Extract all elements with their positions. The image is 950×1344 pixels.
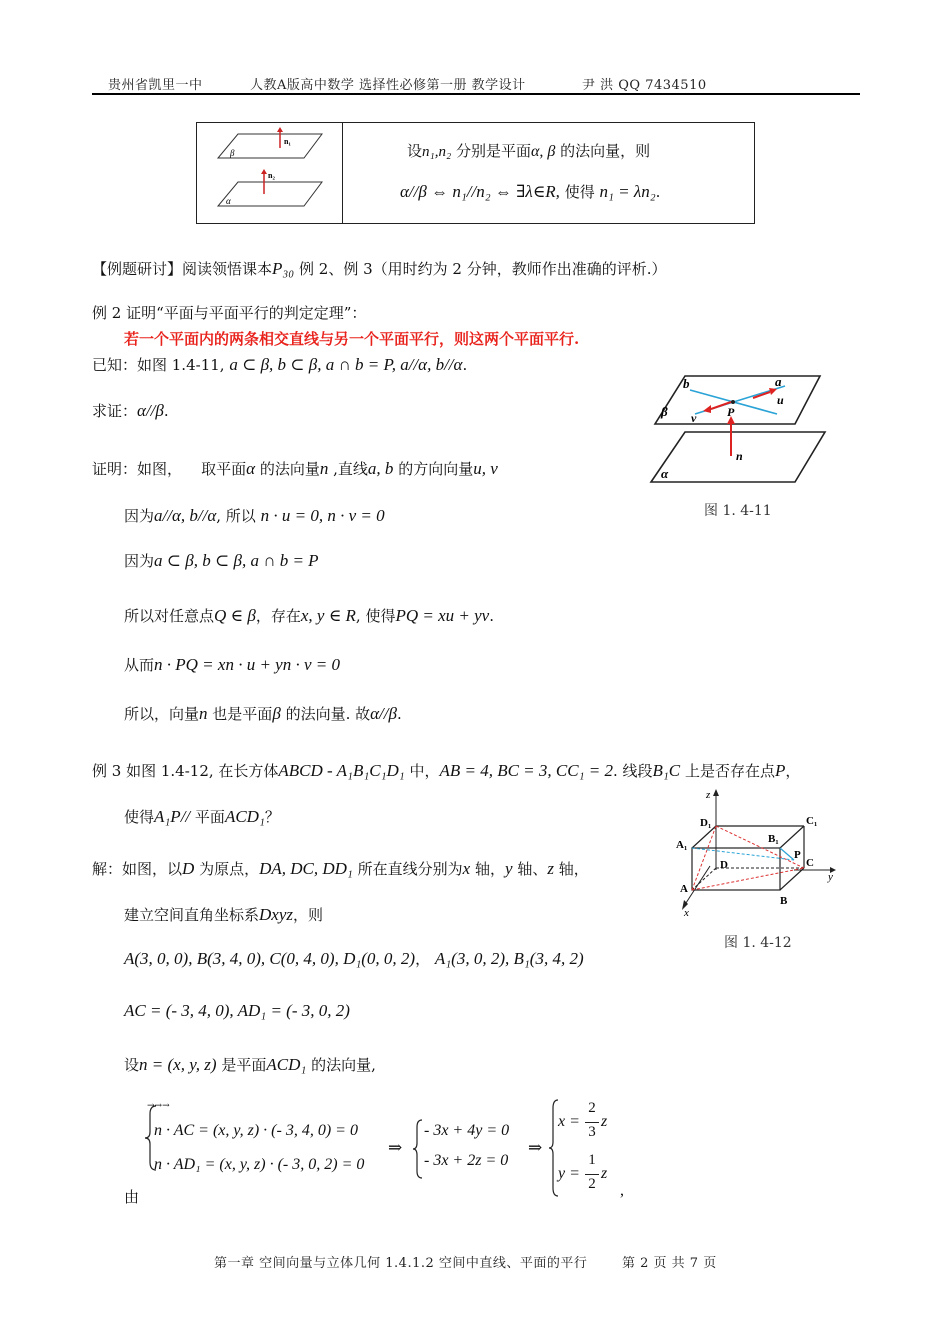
study-line: 【例题研讨】阅读领悟课本P₃₀ 例 2、例 3（用时约为 2 分钟，教师作出准确的评析.） xyxy=(92,259,667,278)
solution-y: y = xyxy=(558,1165,580,1182)
header-book: 人教A版高中数学 选择性必修第一册 教学设计 xyxy=(250,78,526,93)
solution-y-bar xyxy=(585,1174,599,1175)
example2-theorem: 若一个平面内的两条相交直线与另一个平面平行，则这两个平面平行. xyxy=(124,330,580,348)
fig12-A: A xyxy=(680,883,688,895)
system1-bottom: n · AD₁ = (x, y, z) · (- 3, 0, 2) = 0 xyxy=(154,1156,365,1173)
example3-points: A(3, 0, 0), B(3, 4, 0), C(0, 4, 0), D₁(0, 0, 2)， A₁(3, 0, 2), B₁(3, 4, 2) xyxy=(124,949,584,968)
system-you: 由 xyxy=(124,1188,140,1206)
footer-page: 第 2 页 共 7 页 xyxy=(622,1256,717,1271)
header-rule xyxy=(92,93,860,95)
fig-beta-label: β xyxy=(230,148,235,158)
solution-x-den: 3 xyxy=(588,1124,596,1140)
example3-coord: 建立空间直角坐标系Dxyz，则 xyxy=(124,905,324,924)
parallel-planes-figure xyxy=(204,126,336,218)
proof-step3: 所以对任意点Q ∈ β，存在x, y ∈ R, 使得PQ = xu + yv. xyxy=(124,606,494,625)
fig12-x: x xyxy=(684,907,689,916)
fig12-y: y xyxy=(828,871,833,883)
table-row1: 设n₁,n₂ 分别是平面α, β 的法向量，则 xyxy=(407,142,651,160)
fig12-B: B xyxy=(780,895,788,907)
footer-text: 第一章 空间向量与立体几何 1.4.1.2 空间中直线、平面的平行 xyxy=(214,1256,588,1271)
proof-step1: 因为a//α, b//α, 所以 n · u = 0, n · v = 0 xyxy=(124,506,385,525)
figure-1-4-12 xyxy=(670,786,842,916)
fig12-caption: 图 1. 4-12 xyxy=(724,935,792,951)
fig-n1-label: n₁ xyxy=(284,137,291,146)
solution-end: , xyxy=(620,1182,624,1199)
fig12-D1: D₁ xyxy=(700,817,712,829)
system2-bottom: - 3x + 2z = 0 xyxy=(424,1152,509,1169)
proof-step4: 从而n · PQ = xn · u + yn · v = 0 xyxy=(124,655,340,674)
proof-step2: 因为a ⊂ β, b ⊂ β, a ∩ b = P xyxy=(124,551,319,570)
fig11-v: v xyxy=(691,411,697,425)
figure-1-4-11 xyxy=(645,372,830,490)
example3-vectors: AC = (- 3, 4, 0), AD₁ = (- 3, 0, 2) xyxy=(124,1001,350,1020)
implies-2: ⇒ xyxy=(528,1138,543,1157)
solution-y-num: 1 xyxy=(588,1152,596,1168)
fig12-A1: A₁ xyxy=(676,839,688,851)
fig11-b: b xyxy=(683,376,690,391)
header-author: 尹 洪 QQ 7434510 xyxy=(582,78,707,93)
solution-x-num: 2 xyxy=(588,1100,596,1116)
example3-question: 使得A₁P// 平面ACD₁？ xyxy=(124,807,280,826)
fig12-P: P xyxy=(794,849,801,861)
fig12-C1: C₁ xyxy=(806,815,818,827)
fig12-B1: B₁ xyxy=(768,833,779,845)
system1-top: n · AC = (x, y, z) · (- 3, 4, 0) = 0 xyxy=(154,1122,358,1139)
fig11-a: a xyxy=(775,374,782,389)
fig12-z: z xyxy=(706,789,711,801)
proof-step5: 所以，向量n 也是平面β 的法向量. 故α//β. xyxy=(124,704,402,723)
example3-title: 例 3 如图 1.4-12, 在长方体ABCD - A₁B₁C₁D₁ 中，AB = 4, BC = 3, CC₁ = 2. 线段B₁C 上是否存在点P， xyxy=(92,761,801,780)
fig-alpha-label: α xyxy=(226,196,231,206)
example3-normal: 设n = (x, y, z) 是平面ACD₁ 的法向量, xyxy=(124,1055,376,1074)
solution-y-den: 2 xyxy=(588,1176,596,1192)
table-divider xyxy=(342,122,343,223)
solution-x: x = xyxy=(558,1113,580,1130)
solution-x-bar xyxy=(585,1122,599,1123)
fig11-caption: 图 1. 4-11 xyxy=(704,503,772,519)
fig11-n: n xyxy=(736,449,743,463)
system2-top: - 3x + 4y = 0 xyxy=(424,1122,510,1139)
fig12-D: D xyxy=(720,859,728,871)
fig12-C: C xyxy=(806,857,814,869)
fig11-u: u xyxy=(777,393,784,407)
example2-title: 例 2 证明“平面与平面平行的判定定理”： xyxy=(92,304,367,322)
solution-x-var: z xyxy=(601,1113,608,1130)
solution-y-var: z xyxy=(601,1165,608,1182)
vector-arrows-deco: →→→ xyxy=(147,1101,170,1111)
implies-1: ⇒ xyxy=(388,1138,403,1157)
example2-prove: 求证：α//β. xyxy=(92,401,169,420)
example2-given: 已知：如图 1.4-11, a ⊂ β, b ⊂ β, a ∩ b = P, a//α, b//α. xyxy=(92,355,468,374)
table-row2: α//β ⇔ n₁//n₂ ⇔ ∃λ∈R, 使得 n₁ = λn₂. xyxy=(400,182,661,201)
fig11-alpha: α xyxy=(661,466,669,481)
example2-proof: 证明：如图， 取平面α 的法向量n ,直线a, b 的方向向量u, v xyxy=(92,459,498,478)
header-school: 贵州省凯里一中 xyxy=(108,78,203,93)
fig11-P: P xyxy=(727,405,735,419)
fig11-beta: β xyxy=(661,404,668,419)
example3-solution: 解：如图，以D 为原点，DA, DC, DD₁ 所在直线分别为x 轴，y 轴、z 轴， xyxy=(92,859,589,878)
fig-n2-label: n₂ xyxy=(268,171,275,180)
